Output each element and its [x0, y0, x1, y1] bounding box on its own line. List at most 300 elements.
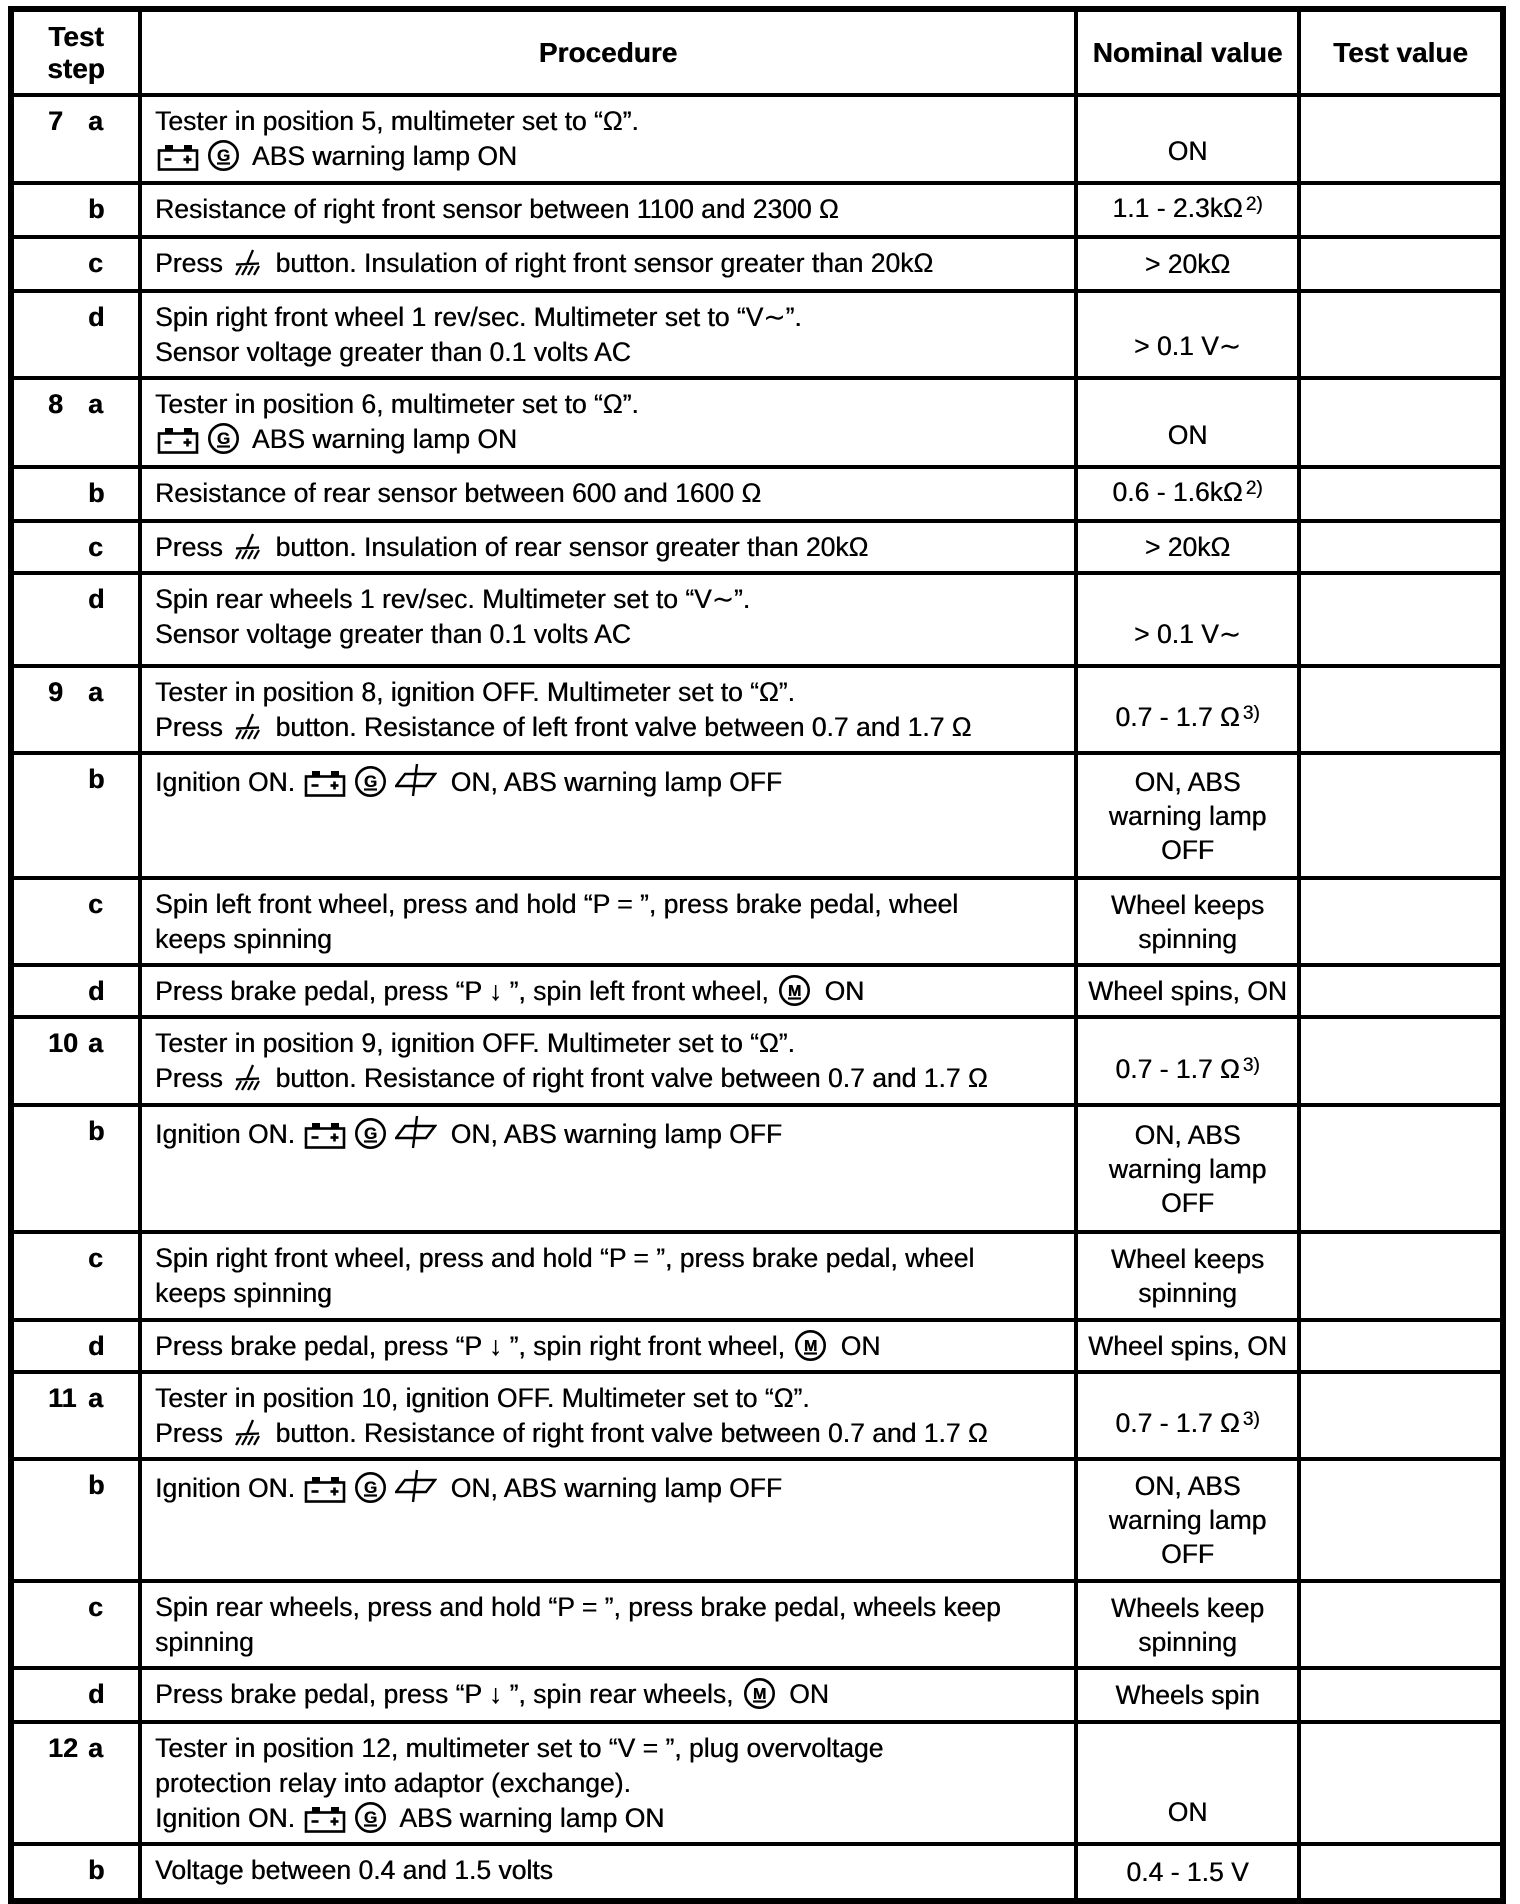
table-row: [14, 289, 1500, 376]
step-number: [48, 976, 88, 1015]
text-segment: Tester in position 5, multimeter set to “Ω”.: [155, 106, 639, 136]
text-segment: 1.1 - 2.3kΩ: [1112, 193, 1243, 223]
nominal-value-line: [1088, 974, 1287, 1008]
svg-text:G: G: [364, 772, 378, 791]
step-letter: d: [88, 1331, 105, 1361]
step-letter: a: [88, 677, 104, 707]
nominal-value-line: [1138, 1625, 1237, 1659]
text-segment: Press: [155, 248, 231, 278]
procedure-line: [155, 1766, 1064, 1801]
nominal-value-line: [1088, 1329, 1287, 1363]
nominal-value-line: [1115, 700, 1259, 738]
test-step-cell: [14, 1322, 138, 1370]
test-value-cell: [1297, 668, 1500, 751]
procedure-line: [155, 1241, 1064, 1276]
text-segment: Wheel spins, ON: [1088, 1331, 1287, 1361]
nominal-value-line: [1168, 418, 1208, 452]
valve-icon: [395, 1114, 437, 1150]
text-segment: Press: [155, 532, 231, 562]
text-segment: ON: [817, 976, 865, 1006]
svg-text:M: M: [752, 1686, 766, 1703]
procedure-line: [155, 582, 1064, 617]
test-step-cell: [14, 755, 138, 876]
procedure-line: [155, 335, 1064, 370]
nominal-value-line: [1134, 765, 1240, 799]
test-step-cell: [14, 575, 138, 664]
test-step-cell: [14, 1846, 138, 1898]
nominal-value-line: [1138, 1276, 1237, 1310]
column-header-nominal-value: Nominal value: [1074, 12, 1297, 93]
text-segment: 0.7 - 1.7 Ω: [1115, 1054, 1240, 1084]
table-row: [14, 876, 1500, 963]
nominal-value-line: [1168, 134, 1208, 168]
step-number: [48, 1592, 88, 1666]
procedure-line: [155, 1114, 1064, 1152]
procedure-cell: [138, 1846, 1074, 1898]
procedure-cell: [138, 97, 1074, 181]
text-segment: spinning: [1138, 1626, 1237, 1657]
procedure-line: [155, 710, 1064, 745]
table-row: [14, 181, 1500, 235]
step-letter: a: [88, 1028, 104, 1058]
table-row: [14, 1457, 1500, 1579]
text-segment: Tester in position 8, ignition OFF. Multimeter set to “Ω”.: [155, 677, 795, 707]
nominal-value-line: [1115, 1678, 1259, 1712]
nominal-value-cell: [1074, 1374, 1297, 1457]
text-segment: button. Insulation of rear sensor greater than 20kΩ: [268, 532, 869, 562]
nominal-value-cell: [1074, 1019, 1297, 1103]
svg-text:G: G: [364, 1478, 378, 1497]
procedure-cell: [138, 1461, 1074, 1579]
step-number: [48, 764, 88, 876]
procedure-line: [155, 762, 1064, 800]
procedure-cell: [138, 1724, 1074, 1842]
text-segment: 0.7 - 1.7 Ω: [1115, 1408, 1240, 1438]
nominal-value-line: [1115, 1406, 1259, 1444]
text-segment: OFF: [1161, 1539, 1214, 1569]
text-segment: OFF: [1161, 1187, 1214, 1218]
text-segment: Ignition ON.: [155, 767, 303, 797]
procedure-cell: [138, 575, 1074, 664]
motor-icon: [778, 974, 811, 1007]
procedure-line: [155, 1625, 1064, 1660]
text-segment: Spin right front wheel 1 rev/sec. Multimeter set to “V∼”.: [155, 302, 802, 332]
step-letter: d: [88, 1679, 105, 1709]
footnote-marker: 3): [1242, 1055, 1260, 1076]
table-row: [14, 751, 1500, 876]
motor-icon: [743, 1677, 776, 1710]
nominal-value-line: [1111, 1242, 1264, 1276]
text-segment: > 0.1 V∼: [1134, 331, 1241, 361]
step-letter: c: [88, 532, 104, 562]
test-step-cell: [14, 668, 138, 751]
text-segment: Wheels keep: [1110, 1592, 1265, 1623]
table-row: [14, 1230, 1500, 1318]
procedure-line: [155, 1416, 1064, 1451]
text-segment: ON, ABS warning lamp OFF: [443, 1473, 783, 1503]
text-segment: 0.6 - 1.6kΩ: [1112, 477, 1243, 507]
procedure-cell: [138, 755, 1074, 876]
footnote-marker: 3): [1242, 703, 1260, 724]
step-number: [48, 478, 88, 519]
table-row: [14, 1015, 1500, 1103]
procedure-line: [155, 422, 1064, 457]
table-row: [14, 1720, 1500, 1842]
test-step-cell: [14, 1583, 138, 1666]
test-value-cell: [1297, 1019, 1500, 1103]
procedure-cell: [138, 967, 1074, 1015]
table-row: [14, 465, 1500, 519]
test-value-cell: [1297, 380, 1500, 465]
step-letter: c: [88, 1592, 104, 1622]
nominal-value-cell: [1074, 293, 1297, 376]
column-header-test-value: Test value: [1297, 12, 1500, 93]
text-segment: Wheel keeps: [1110, 1244, 1265, 1274]
step-letter: b: [88, 478, 105, 508]
text-segment: ABS warning lamp ON: [393, 1803, 665, 1833]
test-step-cell: [14, 97, 138, 181]
nominal-value-cell: [1074, 668, 1297, 751]
nominal-value-line: [1115, 1052, 1259, 1090]
procedure-cell: [138, 1583, 1074, 1666]
test-step-cell: [14, 967, 138, 1015]
nominal-value-cell: [1074, 380, 1297, 465]
nominal-value-line: [1161, 833, 1214, 867]
text-segment: Sensor voltage greater than 0.1 volts AC: [155, 337, 631, 367]
text-segment: Resistance of rear sensor between 600 and 1600 Ω: [155, 478, 762, 508]
text-segment: ABS warning lamp ON: [246, 424, 518, 454]
text-segment: Spin left front wheel, press and hold “P = ”, press brake pedal, wheel: [155, 889, 959, 919]
table-row: [14, 376, 1500, 465]
svg-text:M: M: [787, 983, 802, 1000]
table-row: [14, 1370, 1500, 1457]
procedure-line: [155, 387, 1064, 422]
table-row: [14, 571, 1500, 664]
test-value-cell: [1297, 293, 1500, 376]
text-segment: Press: [155, 1418, 231, 1448]
nominal-value-cell: [1074, 523, 1297, 571]
test-step-cell: [14, 523, 138, 571]
procedure-cell: [138, 1670, 1074, 1720]
test-value-cell: [1297, 1670, 1500, 1720]
battery-icon: [304, 1475, 346, 1504]
generator-icon: [354, 1117, 387, 1150]
nominal-value-line: [1126, 1855, 1248, 1889]
test-step-cell: [14, 1670, 138, 1720]
test-value-cell: [1297, 880, 1500, 963]
text-segment: Sensor voltage greater than 0.1 volts AC: [155, 619, 631, 649]
text-segment: ON: [1167, 420, 1208, 450]
text-segment: ON, ABS warning lamp OFF: [443, 1119, 783, 1149]
procedure-cell: [138, 185, 1074, 235]
procedure-line: [155, 1026, 1064, 1061]
test-step-cell: [14, 239, 138, 289]
svg-text:G: G: [364, 1808, 378, 1827]
nominal-value-line: [1134, 329, 1241, 363]
ground-icon: [232, 1063, 262, 1094]
ground-icon: [232, 532, 262, 563]
footnote-marker: 2): [1245, 194, 1263, 215]
step-number: [48, 1679, 88, 1720]
procedure-line: [155, 104, 1064, 139]
nominal-value-line: [1111, 888, 1264, 922]
text-segment: OFF: [1161, 834, 1214, 865]
step-letter: a: [88, 106, 104, 136]
nominal-value-line: [1134, 617, 1241, 651]
table-header-row: [14, 12, 1500, 93]
nominal-value-cell: [1074, 1234, 1297, 1318]
text-segment: Wheel keeps: [1110, 889, 1265, 920]
step-letter: c: [88, 889, 104, 919]
nominal-value-cell: [1074, 1846, 1297, 1898]
procedure-cell: [138, 668, 1074, 751]
text-segment: Voltage between 0.4 and 1.5 volts: [155, 1855, 553, 1885]
test-step-cell: [14, 380, 138, 465]
nominal-value-cell: [1074, 755, 1297, 876]
nominal-value-cell: [1074, 1670, 1297, 1720]
text-segment: Ignition ON.: [155, 1119, 303, 1149]
test-value-cell: [1297, 575, 1500, 664]
nominal-value-cell: [1074, 575, 1297, 664]
test-value-cell: [1297, 1724, 1500, 1842]
nominal-value-cell: [1074, 97, 1297, 181]
nominal-value-cell: [1074, 239, 1297, 289]
nominal-value-cell: [1074, 880, 1297, 963]
test-value-cell: [1297, 97, 1500, 181]
nominal-value-cell: [1074, 469, 1297, 519]
text-segment: > 0.1 V∼: [1134, 619, 1241, 649]
step-number: [48, 1116, 88, 1230]
test-step-cell: [14, 1461, 138, 1579]
ground-icon: [232, 712, 262, 743]
procedure-line: [155, 974, 1064, 1009]
step-letter: b: [88, 194, 105, 224]
nominal-value-line: [1161, 1186, 1214, 1220]
text-segment: ON, ABS: [1134, 766, 1241, 797]
procedure-line: [155, 192, 1064, 227]
procedure-cell: [138, 880, 1074, 963]
text-segment: 0.4 - 1.5 V: [1126, 1857, 1249, 1887]
procedure-line: [155, 1853, 1064, 1888]
procedure-cell: [138, 1107, 1074, 1230]
generator-icon: [207, 139, 240, 172]
procedure-line: [155, 139, 1064, 174]
text-segment: button. Resistance of right front valve between 0.7 and 1.7 Ω: [268, 1063, 988, 1093]
table-row: [14, 519, 1500, 571]
procedure-line: [155, 1468, 1064, 1506]
test-step-cell: [14, 1107, 138, 1230]
nominal-value-line: [1134, 1118, 1240, 1152]
procedure-line: [155, 675, 1064, 710]
test-step-cell: [14, 293, 138, 376]
step-number: [48, 1331, 88, 1370]
nominal-value-line: [1145, 530, 1230, 564]
battery-icon: [304, 1805, 346, 1834]
column-header-procedure: Procedure: [138, 12, 1074, 93]
nominal-value-line: [1134, 1469, 1240, 1503]
text-segment: ON, ABS: [1134, 1471, 1241, 1501]
step-number: [48, 302, 88, 376]
text-segment: keeps spinning: [155, 924, 332, 954]
procedure-line: [155, 1381, 1064, 1416]
test-value-cell: [1297, 469, 1500, 519]
nominal-value-cell: [1074, 1724, 1297, 1842]
procedure-cell: [138, 1234, 1074, 1318]
battery-icon: [157, 426, 199, 455]
text-segment: protection relay into adaptor (exchange).: [155, 1768, 631, 1798]
text-segment: ON: [1167, 1797, 1208, 1827]
text-segment: Tester in position 10, ignition OFF. Multimeter set to “Ω”.: [155, 1383, 810, 1413]
abs-test-table: [8, 6, 1506, 1904]
nominal-value-line: [1112, 191, 1262, 229]
text-segment: button. Resistance of left front valve between 0.7 and 1.7 Ω: [268, 712, 972, 742]
table-row: [14, 1842, 1500, 1898]
test-step-cell: [14, 469, 138, 519]
test-value-cell: [1297, 1374, 1500, 1457]
generator-icon: [207, 422, 240, 455]
test-value-cell: [1297, 1846, 1500, 1898]
test-value-cell: [1297, 1583, 1500, 1666]
text-segment: Spin rear wheels 1 rev/sec. Multimeter set to “V∼”.: [155, 584, 751, 614]
step-number: [48, 1470, 88, 1579]
nominal-value-line: [1109, 1503, 1267, 1537]
table-body: [14, 93, 1500, 1898]
text-segment: ON: [833, 1331, 881, 1361]
footnote-marker: 2): [1245, 478, 1263, 499]
text-segment: > 20kΩ: [1144, 249, 1231, 279]
text-segment: Ignition ON.: [155, 1473, 303, 1503]
procedure-cell: [138, 239, 1074, 289]
test-step-cell: [14, 1724, 138, 1842]
procedure-line: [155, 1677, 1064, 1712]
text-segment: Press brake pedal, press “P ↓ ”, spin left front wheel,: [155, 976, 777, 1006]
test-step-cell: [14, 1234, 138, 1318]
text-segment: Spin right front wheel, press and hold “P = ”, press brake pedal, wheel: [155, 1243, 975, 1273]
text-segment: spinning: [1138, 923, 1237, 954]
procedure-line: [155, 300, 1064, 335]
text-segment: spinning: [155, 1627, 254, 1657]
procedure-line: [155, 922, 1064, 957]
nominal-value-line: [1109, 799, 1267, 833]
step-number: [48, 248, 88, 289]
test-value-cell: [1297, 1461, 1500, 1579]
table-row: [14, 963, 1500, 1015]
step-letter: c: [88, 1243, 104, 1273]
step-letter: b: [88, 764, 105, 794]
procedure-line: [155, 1590, 1064, 1625]
svg-text:M: M: [804, 1338, 818, 1355]
column-header-test-step: Test step: [47, 20, 105, 84]
generator-icon: [354, 765, 387, 798]
text-segment: Press: [155, 1063, 231, 1093]
nominal-value-line: [1168, 1795, 1208, 1829]
text-segment: ON, ABS warning lamp OFF: [443, 767, 783, 797]
step-number: [48, 194, 88, 235]
procedure-line: [155, 1329, 1064, 1364]
step-letter: b: [88, 1855, 105, 1885]
procedure-line: [155, 246, 1064, 281]
table-row: [14, 1666, 1500, 1720]
svg-text:G: G: [216, 146, 231, 165]
test-step-cell: [14, 880, 138, 963]
step-letter: d: [88, 302, 105, 332]
procedure-line: [155, 1061, 1064, 1096]
test-value-cell: [1297, 1107, 1500, 1230]
step-number: 12: [48, 1733, 79, 1763]
procedure-line: [155, 617, 1064, 652]
step-letter: c: [88, 248, 104, 278]
procedure-line: [155, 1801, 1064, 1836]
test-step-cell: [14, 1019, 138, 1103]
step-number: 8: [48, 389, 64, 419]
text-segment: Press brake pedal, press “P ↓ ”, spin rear wheels,: [155, 1679, 741, 1709]
text-segment: ON: [781, 1679, 829, 1709]
text-segment: button. Resistance of right front valve between 0.7 and 1.7 Ω: [268, 1418, 988, 1448]
procedure-cell: [138, 1374, 1074, 1457]
text-segment: ABS warning lamp ON: [246, 141, 518, 171]
motor-icon: [794, 1329, 827, 1362]
procedure-line: [155, 887, 1064, 922]
step-letter: a: [88, 389, 104, 419]
text-segment: Tester in position 9, ignition OFF. Multimeter set to “Ω”.: [155, 1028, 795, 1058]
procedure-cell: [138, 523, 1074, 571]
step-number: 9: [48, 677, 64, 707]
nominal-value-line: [1145, 247, 1230, 281]
step-letter: a: [88, 1383, 104, 1413]
text-segment: Tester in position 6, multimeter set to “Ω”.: [155, 389, 639, 419]
ground-icon: [232, 1418, 262, 1449]
table-row: [14, 1318, 1500, 1370]
text-segment: Tester in position 12, multimeter set to “V = ”, plug overvoltage: [155, 1733, 884, 1763]
procedure-cell: [138, 293, 1074, 376]
step-letter: d: [88, 584, 105, 614]
step-number: 10: [48, 1028, 79, 1058]
nominal-value-line: [1161, 1537, 1214, 1571]
valve-icon: [395, 762, 437, 798]
nominal-value-cell: [1074, 1107, 1297, 1230]
nominal-value-cell: [1074, 1322, 1297, 1370]
text-segment: Resistance of right front sensor between 1100 and 2300 Ω: [155, 194, 839, 224]
procedure-cell: [138, 380, 1074, 465]
step-letter: d: [88, 976, 105, 1006]
text-segment: keeps spinning: [155, 1278, 332, 1308]
step-number: [48, 584, 88, 664]
text-segment: Spin rear wheels, press and hold “P = ”, press brake pedal, wheels keep: [155, 1592, 1001, 1622]
text-segment: Wheels spin: [1115, 1680, 1260, 1710]
ground-icon: [232, 248, 262, 279]
footnote-marker: 3): [1242, 1409, 1260, 1430]
text-segment: > 20kΩ: [1144, 532, 1231, 562]
test-value-cell: [1297, 523, 1500, 571]
generator-icon: [354, 1801, 387, 1834]
text-segment: Press: [155, 712, 231, 742]
test-value-cell: [1297, 185, 1500, 235]
table-row: [14, 235, 1500, 289]
nominal-value-cell: [1074, 1461, 1297, 1579]
text-segment: Ignition ON.: [155, 1803, 303, 1833]
svg-text:G: G: [364, 1124, 378, 1143]
text-segment: Press brake pedal, press “P ↓ ”, spin right front wheel,: [155, 1331, 793, 1361]
step-letter: b: [88, 1470, 105, 1500]
nominal-value-line: [1109, 1152, 1267, 1186]
procedure-line: [155, 1276, 1064, 1311]
table-row: [14, 1103, 1500, 1230]
procedure-cell: [138, 1019, 1074, 1103]
test-value-cell: [1297, 1322, 1500, 1370]
text-segment: 0.7 - 1.7 Ω: [1115, 702, 1240, 732]
text-segment: spinning: [1138, 1278, 1237, 1308]
procedure-line: [155, 530, 1064, 565]
